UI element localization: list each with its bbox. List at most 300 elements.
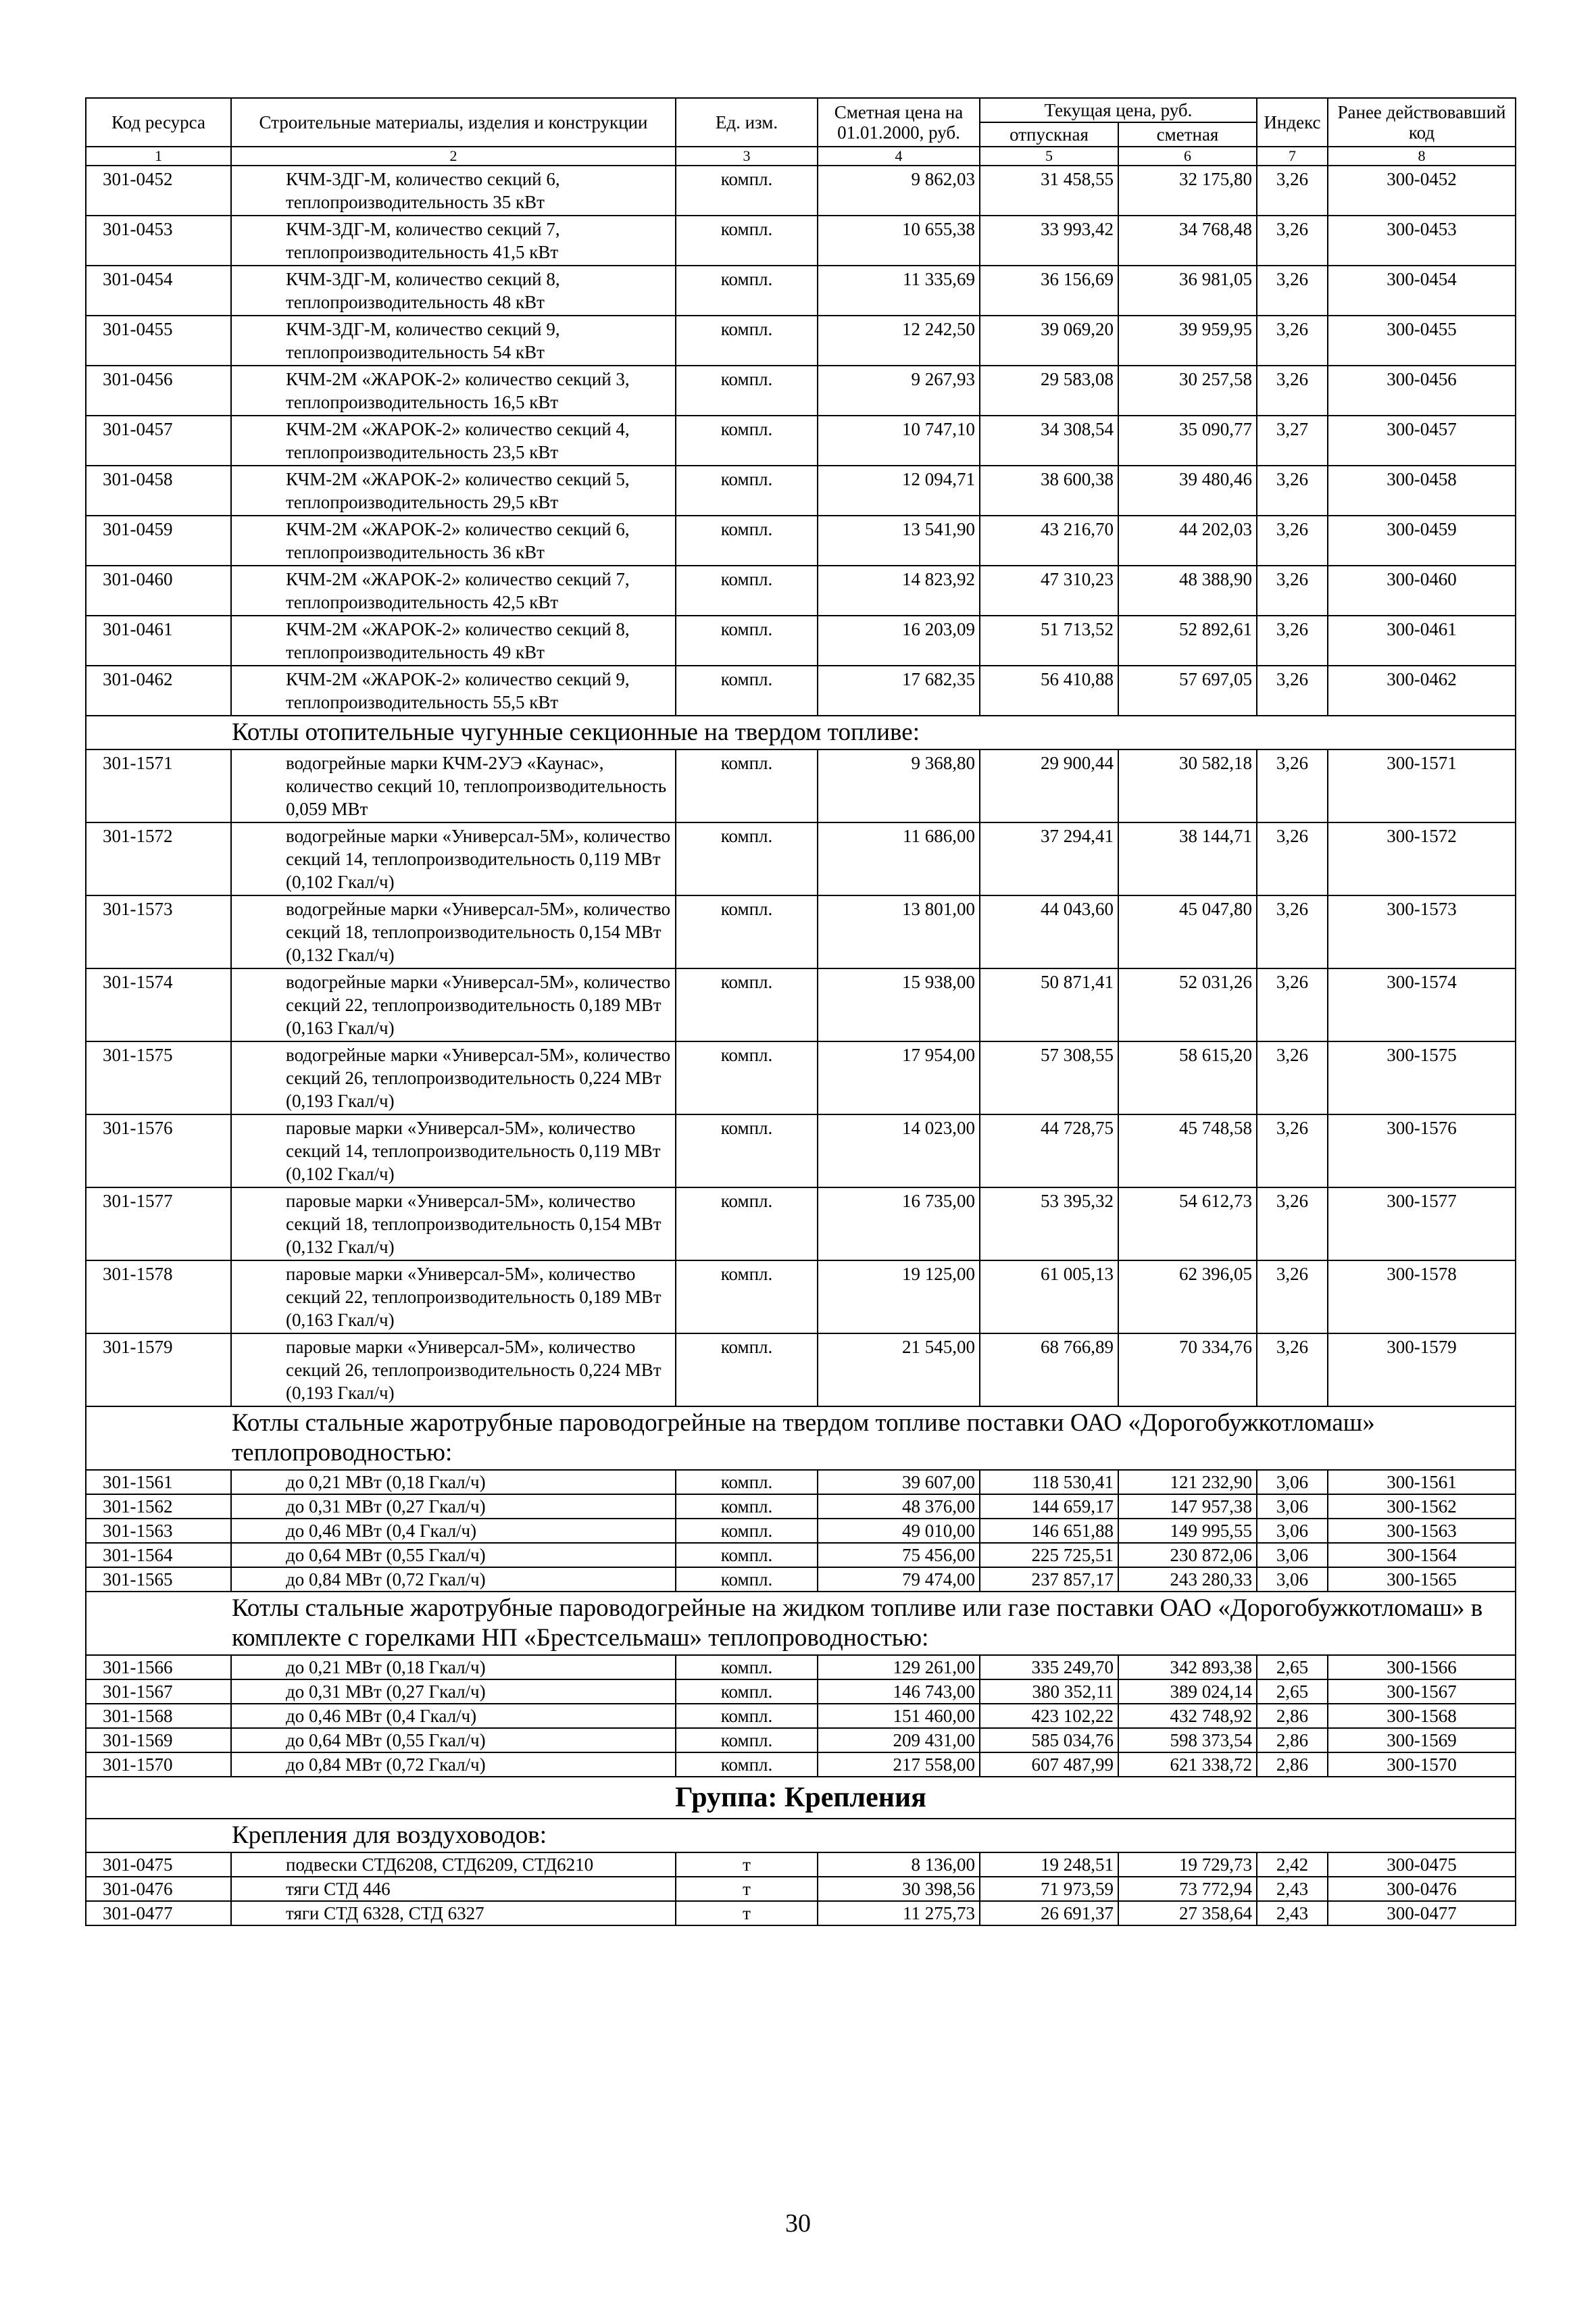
col-number: 7 (1257, 147, 1328, 166)
row-old-code: 300-0457 (1328, 416, 1516, 466)
row-index: 3,26 (1257, 666, 1328, 716)
row-estimate-price: 45 748,58 (1118, 1114, 1257, 1187)
row-code: 301-1564 (86, 1543, 231, 1567)
row-estimate-price: 52 031,26 (1118, 968, 1257, 1041)
row-code: 301-0476 (86, 1877, 231, 1901)
row-base-price: 16 735,00 (818, 1187, 980, 1260)
row-index: 2,86 (1257, 1752, 1328, 1777)
row-old-code: 300-0460 (1328, 566, 1516, 616)
row-code: 301-1562 (86, 1494, 231, 1519)
row-base-price: 11 275,73 (818, 1901, 980, 1925)
table-row (86, 1114, 1516, 1187)
row-name: водогрейные марки «Универсал-5М», количество секций 18, теплопроизводительность 0,154 МВт (0,132 Гкал/ч) (231, 895, 676, 968)
row-unit: компл. (676, 1260, 818, 1333)
table-row (86, 466, 1516, 516)
section-heading: Котлы стальные жаротрубные пароводогрейные на жидком топливе или газе поставки ОАО «Дорогобужкотломаш» в комплекте с горелками НП «Брестсельмаш» теплопроводностью: (86, 1592, 1516, 1655)
row-estimate-price: 230 872,06 (1118, 1543, 1257, 1567)
row-release-price: 56 410,88 (980, 666, 1118, 716)
row-base-price: 16 203,09 (818, 616, 980, 666)
row-code: 301-1568 (86, 1704, 231, 1728)
row-release-price: 237 857,17 (980, 1567, 1118, 1592)
row-index: 3,06 (1257, 1470, 1328, 1494)
row-estimate-price: 32 175,80 (1118, 166, 1257, 216)
row-code: 301-1577 (86, 1187, 231, 1260)
row-old-code: 300-1568 (1328, 1704, 1516, 1728)
row-code: 301-0461 (86, 616, 231, 666)
row-base-price: 217 558,00 (818, 1752, 980, 1777)
row-name: КЧМ-2М «ЖАРОК-2» количество секций 4, теплопроизводительность 23,5 кВт (231, 416, 676, 466)
row-estimate-price: 38 144,71 (1118, 822, 1257, 895)
row-release-price: 71 973,59 (980, 1877, 1118, 1901)
row-name: до 0,64 МВт (0,55 Гкал/ч) (231, 1728, 676, 1752)
row-name: до 0,46 МВт (0,4 Гкал/ч) (231, 1519, 676, 1543)
section-heading: Крепления для воздуховодов: (86, 1819, 1516, 1852)
row-base-price: 17 682,35 (818, 666, 980, 716)
row-old-code: 300-1575 (1328, 1041, 1516, 1114)
row-name: до 0,21 МВт (0,18 Гкал/ч) (231, 1470, 676, 1494)
row-unit: компл. (676, 1187, 818, 1260)
col-header-current-price: Текущая цена, руб. (980, 98, 1257, 122)
row-estimate-price: 598 373,54 (1118, 1728, 1257, 1752)
table-row (86, 1704, 1516, 1728)
row-name: КЧМ-2М «ЖАРОК-2» количество секций 8, теплопроизводительность 49 кВт (231, 616, 676, 666)
row-unit: компл. (676, 166, 818, 216)
table-row (86, 895, 1516, 968)
col-number: 2 (231, 147, 676, 166)
row-base-price: 13 541,90 (818, 516, 980, 566)
row-old-code: 300-1564 (1328, 1543, 1516, 1567)
row-base-price: 14 023,00 (818, 1114, 980, 1187)
row-code: 301-1574 (86, 968, 231, 1041)
row-estimate-price: 30 582,18 (1118, 749, 1257, 822)
row-estimate-price: 27 358,64 (1118, 1901, 1257, 1925)
row-index: 3,26 (1257, 1187, 1328, 1260)
price-table-sheet (85, 97, 1515, 1926)
row-old-code: 300-1570 (1328, 1752, 1516, 1777)
table-row (86, 822, 1516, 895)
table-row (86, 1494, 1516, 1519)
row-unit: компл. (676, 895, 818, 968)
row-index: 3,06 (1257, 1567, 1328, 1592)
group-heading-row (86, 1777, 1516, 1819)
row-base-price: 21 545,00 (818, 1333, 980, 1406)
row-index: 3,06 (1257, 1519, 1328, 1543)
row-base-price: 13 801,00 (818, 895, 980, 968)
row-code: 301-1573 (86, 895, 231, 968)
row-base-price: 209 431,00 (818, 1728, 980, 1752)
row-code: 301-1566 (86, 1655, 231, 1679)
row-unit: компл. (676, 666, 818, 716)
row-unit: компл. (676, 822, 818, 895)
row-old-code: 300-0458 (1328, 466, 1516, 516)
row-code: 301-0454 (86, 266, 231, 316)
row-unit: компл. (676, 1470, 818, 1494)
row-old-code: 300-0452 (1328, 166, 1516, 216)
table-row (86, 1852, 1516, 1877)
row-name: водогрейные марки «Универсал-5М», количество секций 26, теплопроизводительность 0,224 МВт (0,193 Гкал/ч) (231, 1041, 676, 1114)
row-unit: компл. (676, 1752, 818, 1777)
table-row (86, 316, 1516, 366)
row-old-code: 300-1569 (1328, 1728, 1516, 1752)
row-old-code: 300-1579 (1328, 1333, 1516, 1406)
section-heading-row (86, 1406, 1516, 1470)
row-release-price: 118 530,41 (980, 1470, 1118, 1494)
row-base-price: 8 136,00 (818, 1852, 980, 1877)
table-row (86, 516, 1516, 566)
row-index: 3,26 (1257, 822, 1328, 895)
row-old-code: 300-1577 (1328, 1187, 1516, 1260)
section-heading-row (86, 716, 1516, 749)
row-old-code: 300-0476 (1328, 1877, 1516, 1901)
table-row (86, 1567, 1516, 1592)
row-index: 3,26 (1257, 895, 1328, 968)
row-code: 301-1579 (86, 1333, 231, 1406)
section-heading-row (86, 1819, 1516, 1852)
row-name: до 0,84 МВт (0,72 Гкал/ч) (231, 1752, 676, 1777)
price-table (85, 97, 1516, 1926)
row-name: тяги СТД 6328, СТД 6327 (231, 1901, 676, 1925)
row-base-price: 9 862,03 (818, 166, 980, 216)
row-release-price: 39 069,20 (980, 316, 1118, 366)
col-header-release: отпускная (980, 122, 1118, 147)
row-base-price: 39 607,00 (818, 1470, 980, 1494)
section-d (86, 1592, 1516, 1655)
row-name: до 0,46 МВт (0,4 Гкал/ч) (231, 1704, 676, 1728)
row-code: 301-0462 (86, 666, 231, 716)
section-heading: Котлы стальные жаротрубные пароводогрейные на твердом топливе поставки ОАО «Дорогобужкотломаш» теплопроводностью: (86, 1406, 1516, 1470)
row-index: 2,43 (1257, 1901, 1328, 1925)
row-code: 301-1569 (86, 1728, 231, 1752)
table-row (86, 1543, 1516, 1567)
row-code: 301-0458 (86, 466, 231, 516)
col-number: 6 (1118, 147, 1257, 166)
row-estimate-price: 149 995,55 (1118, 1519, 1257, 1543)
row-index: 3,26 (1257, 466, 1328, 516)
row-index: 3,26 (1257, 566, 1328, 616)
table-row (86, 166, 1516, 216)
group-heading: Группа: Крепления (86, 1777, 1516, 1819)
row-old-code: 300-1574 (1328, 968, 1516, 1041)
table-row (86, 1877, 1516, 1901)
row-base-price: 11 335,69 (818, 266, 980, 316)
row-name: КЧМ-3ДГ-М, количество секций 8, теплопроизводительность 48 кВт (231, 266, 676, 316)
row-index: 3,26 (1257, 366, 1328, 416)
row-index: 2,86 (1257, 1728, 1328, 1752)
row-code: 301-0453 (86, 216, 231, 266)
table-row (86, 1187, 1516, 1260)
row-unit: компл. (676, 266, 818, 316)
row-estimate-price: 62 396,05 (1118, 1260, 1257, 1333)
section-b (86, 716, 1516, 749)
row-name: до 0,21 МВт (0,18 Гкал/ч) (231, 1655, 676, 1679)
row-name: водогрейные марки «Универсал-5М», количество секций 22, теплопроизводительность 0,189 МВт (0,163 Гкал/ч) (231, 968, 676, 1041)
row-estimate-price: 121 232,90 (1118, 1470, 1257, 1494)
row-estimate-price: 19 729,73 (1118, 1852, 1257, 1877)
row-estimate-price: 52 892,61 (1118, 616, 1257, 666)
table-row (86, 616, 1516, 666)
row-estimate-price: 58 615,20 (1118, 1041, 1257, 1114)
row-name: паровые марки «Универсал-5М», количество секций 18, теплопроизводительность 0,154 МВт (0,132 Гкал/ч) (231, 1187, 676, 1260)
row-base-price: 12 094,71 (818, 466, 980, 516)
row-index: 3,06 (1257, 1543, 1328, 1567)
row-estimate-price: 54 612,73 (1118, 1187, 1257, 1260)
row-release-price: 31 458,55 (980, 166, 1118, 216)
row-code: 301-0475 (86, 1852, 231, 1877)
row-base-price: 12 242,50 (818, 316, 980, 366)
row-unit: компл. (676, 416, 818, 466)
row-code: 301-1561 (86, 1470, 231, 1494)
row-code: 301-0459 (86, 516, 231, 566)
row-index: 3,26 (1257, 1333, 1328, 1406)
group-fastenings (86, 1777, 1516, 1852)
row-name: КЧМ-2М «ЖАРОК-2» количество секций 5, теплопроизводительность 29,5 кВт (231, 466, 676, 516)
row-estimate-price: 35 090,77 (1118, 416, 1257, 466)
row-index: 3,26 (1257, 1260, 1328, 1333)
row-base-price: 151 460,00 (818, 1704, 980, 1728)
row-old-code: 300-1561 (1328, 1470, 1516, 1494)
row-old-code: 300-1572 (1328, 822, 1516, 895)
row-unit: компл. (676, 1728, 818, 1752)
col-number: 8 (1328, 147, 1516, 166)
row-name: подвески СТД6208, СТД6209, СТД6210 (231, 1852, 676, 1877)
table-row (86, 1728, 1516, 1752)
row-estimate-price: 44 202,03 (1118, 516, 1257, 566)
row-release-price: 51 713,52 (980, 616, 1118, 666)
section-a-rows (86, 166, 1516, 716)
row-release-price: 585 034,76 (980, 1728, 1118, 1752)
row-old-code: 300-1576 (1328, 1114, 1516, 1187)
row-unit: компл. (676, 1114, 818, 1187)
section-c (86, 1406, 1516, 1470)
row-unit: компл. (676, 1704, 818, 1728)
row-base-price: 15 938,00 (818, 968, 980, 1041)
table-row (86, 366, 1516, 416)
row-unit: компл. (676, 216, 818, 266)
row-base-price: 146 743,00 (818, 1679, 980, 1704)
row-name: водогрейные марки «Универсал-5М», количество секций 14, теплопроизводительность 0,119 МВт (0,102 Гкал/ч) (231, 822, 676, 895)
row-release-price: 144 659,17 (980, 1494, 1118, 1519)
row-release-price: 61 005,13 (980, 1260, 1118, 1333)
row-old-code: 300-1567 (1328, 1679, 1516, 1704)
row-base-price: 30 398,56 (818, 1877, 980, 1901)
row-base-price: 129 261,00 (818, 1655, 980, 1679)
row-release-price: 43 216,70 (980, 516, 1118, 566)
row-estimate-price: 73 772,94 (1118, 1877, 1257, 1901)
row-code: 301-1571 (86, 749, 231, 822)
row-release-price: 53 395,32 (980, 1187, 1118, 1260)
row-estimate-price: 36 981,05 (1118, 266, 1257, 316)
row-name: водогрейные марки КЧМ-2УЭ «Каунас», количество секций 10, теплопроизводительность 0,059 МВт (231, 749, 676, 822)
row-index: 3,26 (1257, 266, 1328, 316)
row-unit: компл. (676, 1679, 818, 1704)
row-index: 3,26 (1257, 316, 1328, 366)
column-numbers-row (86, 147, 1516, 166)
row-old-code: 300-0475 (1328, 1852, 1516, 1877)
row-old-code: 300-0456 (1328, 366, 1516, 416)
row-release-price: 19 248,51 (980, 1852, 1118, 1877)
row-estimate-price: 147 957,38 (1118, 1494, 1257, 1519)
row-name: до 0,31 МВт (0,27 Гкал/ч) (231, 1494, 676, 1519)
row-release-price: 423 102,22 (980, 1704, 1118, 1728)
row-name: тяги СТД 446 (231, 1877, 676, 1901)
row-unit: компл. (676, 566, 818, 616)
row-old-code: 300-0459 (1328, 516, 1516, 566)
row-estimate-price: 243 280,33 (1118, 1567, 1257, 1592)
row-estimate-price: 432 748,92 (1118, 1704, 1257, 1728)
row-estimate-price: 39 959,95 (1118, 316, 1257, 366)
row-unit: компл. (676, 749, 818, 822)
table-row (86, 1333, 1516, 1406)
section-b-rows (86, 749, 1516, 1406)
row-index: 3,06 (1257, 1494, 1328, 1519)
row-code: 301-1578 (86, 1260, 231, 1333)
section-d-rows (86, 1655, 1516, 1777)
section-heading: Котлы отопительные чугунные секционные на твердом топливе: (86, 716, 1516, 749)
row-index: 2,65 (1257, 1655, 1328, 1679)
row-unit: компл. (676, 1041, 818, 1114)
row-release-price: 68 766,89 (980, 1333, 1118, 1406)
row-release-price: 335 249,70 (980, 1655, 1118, 1679)
row-name: КЧМ-2М «ЖАРОК-2» количество секций 7, теплопроизводительность 42,5 кВт (231, 566, 676, 616)
col-header-unit: Ед. изм. (676, 98, 818, 147)
page-number: 30 (785, 2209, 811, 2238)
row-code: 301-0455 (86, 316, 231, 366)
row-code: 301-0477 (86, 1901, 231, 1925)
table-row (86, 1901, 1516, 1925)
col-number: 1 (86, 147, 231, 166)
row-index: 3,26 (1257, 166, 1328, 216)
row-unit: компл. (676, 466, 818, 516)
col-header-estimate: сметная (1118, 122, 1257, 147)
row-release-price: 44 043,60 (980, 895, 1118, 968)
row-release-price: 37 294,41 (980, 822, 1118, 895)
table-row (86, 566, 1516, 616)
row-name: КЧМ-2М «ЖАРОК-2» количество секций 9, теплопроизводительность 55,5 кВт (231, 666, 676, 716)
row-code: 301-1575 (86, 1041, 231, 1114)
row-name: КЧМ-2М «ЖАРОК-2» количество секций 6, теплопроизводительность 36 кВт (231, 516, 676, 566)
row-base-price: 49 010,00 (818, 1519, 980, 1543)
row-old-code: 300-1578 (1328, 1260, 1516, 1333)
table-row (86, 1679, 1516, 1704)
row-index: 2,42 (1257, 1852, 1328, 1877)
row-old-code: 300-1571 (1328, 749, 1516, 822)
row-unit: компл. (676, 1655, 818, 1679)
table-row (86, 1655, 1516, 1679)
row-old-code: 300-1565 (1328, 1567, 1516, 1592)
row-release-price: 380 352,11 (980, 1679, 1118, 1704)
row-index: 2,65 (1257, 1679, 1328, 1704)
row-code: 301-1563 (86, 1519, 231, 1543)
col-header-code: Код ресурса (86, 98, 231, 147)
row-unit: компл. (676, 1567, 818, 1592)
table-row (86, 749, 1516, 822)
row-release-price: 57 308,55 (980, 1041, 1118, 1114)
row-release-price: 50 871,41 (980, 968, 1118, 1041)
row-old-code: 300-1566 (1328, 1655, 1516, 1679)
row-release-price: 29 583,08 (980, 366, 1118, 416)
row-name: паровые марки «Универсал-5М», количество секций 14, теплопроизводительность 0,119 МВт (0,102 Гкал/ч) (231, 1114, 676, 1187)
row-old-code: 300-0461 (1328, 616, 1516, 666)
row-unit: компл. (676, 1543, 818, 1567)
row-release-price: 26 691,37 (980, 1901, 1118, 1925)
row-index: 3,27 (1257, 416, 1328, 466)
row-estimate-price: 30 257,58 (1118, 366, 1257, 416)
row-estimate-price: 39 480,46 (1118, 466, 1257, 516)
row-base-price: 10 747,10 (818, 416, 980, 466)
row-code: 301-1570 (86, 1752, 231, 1777)
row-old-code: 300-1562 (1328, 1494, 1516, 1519)
col-number: 5 (980, 147, 1118, 166)
table-row (86, 416, 1516, 466)
row-estimate-price: 34 768,48 (1118, 216, 1257, 266)
row-index: 3,26 (1257, 968, 1328, 1041)
col-header-base-price: Сметная цена на 01.01.2000, руб. (818, 98, 980, 147)
row-name: КЧМ-3ДГ-М, количество секций 9, теплопроизводительность 54 кВт (231, 316, 676, 366)
row-code: 301-1565 (86, 1567, 231, 1592)
table-row (86, 1260, 1516, 1333)
table-row (86, 216, 1516, 266)
table-header-row (86, 98, 1516, 122)
table-row (86, 1041, 1516, 1114)
row-unit: т (676, 1877, 818, 1901)
row-index: 3,26 (1257, 1041, 1328, 1114)
row-release-price: 47 310,23 (980, 566, 1118, 616)
row-index: 3,26 (1257, 516, 1328, 566)
row-old-code: 300-0455 (1328, 316, 1516, 366)
row-name: КЧМ-3ДГ-М, количество секций 7, теплопроизводительность 41,5 кВт (231, 216, 676, 266)
row-release-price: 607 487,99 (980, 1752, 1118, 1777)
row-unit: компл. (676, 616, 818, 666)
row-release-price: 34 308,54 (980, 416, 1118, 466)
row-base-price: 75 456,00 (818, 1543, 980, 1567)
row-estimate-price: 57 697,05 (1118, 666, 1257, 716)
row-base-price: 19 125,00 (818, 1260, 980, 1333)
row-old-code: 300-1563 (1328, 1519, 1516, 1543)
row-old-code: 300-1573 (1328, 895, 1516, 968)
row-estimate-price: 45 047,80 (1118, 895, 1257, 968)
row-unit: компл. (676, 366, 818, 416)
table-row (86, 1519, 1516, 1543)
row-base-price: 9 368,80 (818, 749, 980, 822)
row-index: 2,43 (1257, 1877, 1328, 1901)
row-base-price: 48 376,00 (818, 1494, 980, 1519)
row-index: 3,26 (1257, 216, 1328, 266)
row-old-code: 300-0462 (1328, 666, 1516, 716)
section-e-rows (86, 1852, 1516, 1925)
row-index: 3,26 (1257, 616, 1328, 666)
row-old-code: 300-0477 (1328, 1901, 1516, 1925)
row-code: 301-1572 (86, 822, 231, 895)
row-name: паровые марки «Универсал-5М», количество секций 26, теплопроизводительность 0,224 МВт (0,193 Гкал/ч) (231, 1333, 676, 1406)
section-heading-row (86, 1592, 1516, 1655)
row-unit: компл. (676, 1494, 818, 1519)
row-unit: компл. (676, 1519, 818, 1543)
row-name: до 0,84 МВт (0,72 Гкал/ч) (231, 1567, 676, 1592)
section-c-rows (86, 1470, 1516, 1592)
row-name: до 0,64 МВт (0,55 Гкал/ч) (231, 1543, 676, 1567)
col-header-old-code: Ранее действовавший код (1328, 98, 1516, 147)
row-index: 3,26 (1257, 1114, 1328, 1187)
row-estimate-price: 342 893,38 (1118, 1655, 1257, 1679)
row-old-code: 300-0453 (1328, 216, 1516, 266)
col-number: 4 (818, 147, 980, 166)
row-unit: т (676, 1852, 818, 1877)
row-estimate-price: 621 338,72 (1118, 1752, 1257, 1777)
col-number: 3 (676, 147, 818, 166)
row-unit: компл. (676, 316, 818, 366)
row-base-price: 11 686,00 (818, 822, 980, 895)
row-name: паровые марки «Универсал-5М», количество секций 22, теплопроизводительность 0,189 МВт (0,163 Гкал/ч) (231, 1260, 676, 1333)
